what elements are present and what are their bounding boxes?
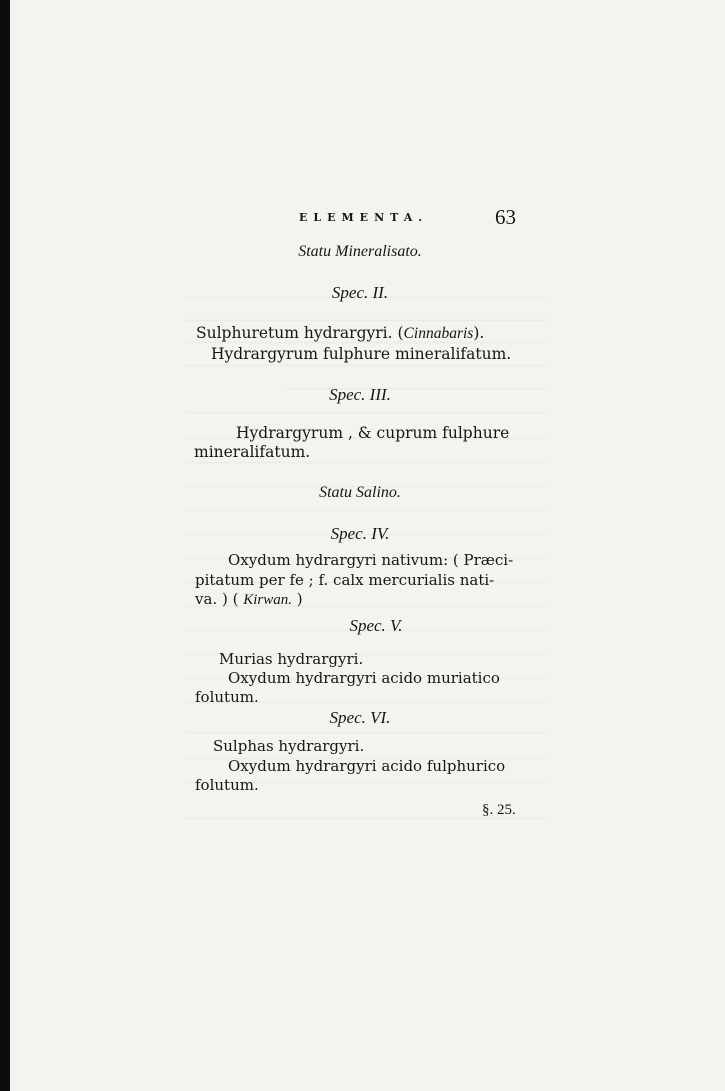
species-line: va. ) ( Kirwan. ) (195, 590, 303, 608)
species-line: Sulphuretum hydrargyri. (Cinnabaris). (196, 324, 485, 342)
section-heading: Statu Salino. (319, 484, 401, 501)
bleed-through (10, 0, 725, 1091)
book-page (10, 0, 725, 1091)
species-label: Spec. VI. (329, 708, 391, 727)
species-line: Oxydum hydrargyri acido fulphurico (228, 757, 506, 775)
species-line: Sulphas hydrargyri. (213, 737, 365, 755)
species-label: Spec. V. (349, 616, 403, 635)
running-head: ELEMENTA. (299, 211, 429, 224)
species-line: Hydrargyrum fulphure mineralifatum. (211, 345, 512, 363)
species-label: Spec. III. (329, 385, 391, 404)
species-line: Oxydum hydrargyri acido muriatico (228, 669, 500, 687)
species-line: Oxydum hydrargyri nativum: ( Præci- (228, 551, 514, 569)
species-line: folutum. (195, 688, 259, 706)
catchword: §. 25. (482, 802, 516, 818)
species-label: Spec. IV. (330, 524, 390, 543)
species-line: pitatum per fe ; f. calx mercurialis nati- (195, 571, 495, 589)
species-line: mineralifatum. (194, 443, 311, 461)
species-line: Hydrargyrum , & cuprum fulphure (236, 424, 510, 442)
species-line: Murias hydrargyri. (219, 650, 364, 668)
section-heading: Statu Mineralisato. (298, 243, 422, 260)
page-number: 63 (495, 205, 516, 229)
species-line: folutum. (195, 776, 259, 794)
species-label: Spec. II. (331, 283, 389, 302)
